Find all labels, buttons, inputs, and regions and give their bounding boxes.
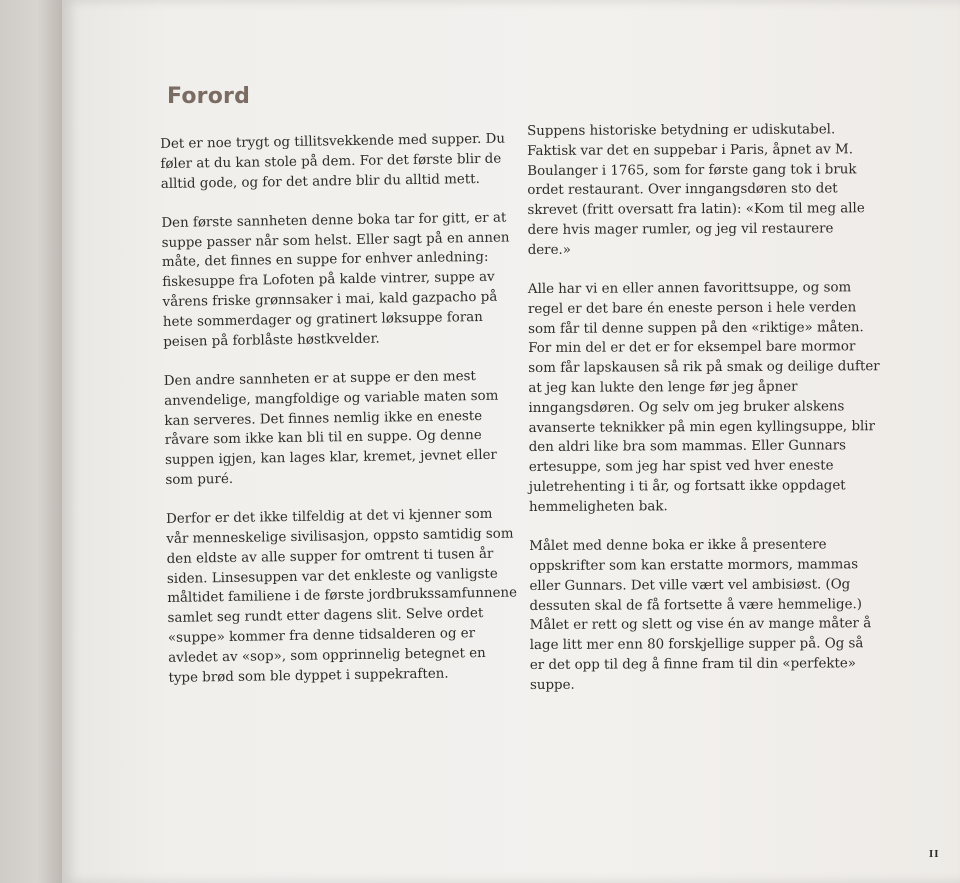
text-line: vår menneskelige sivilisasjon, oppsto samtidig som — [166, 526, 514, 547]
text-line: måltidet familiene i de første jordbrukssamfunnene — [167, 585, 518, 607]
text-line: er det opp til deg å finne fram til din «perfekte» — [529, 656, 857, 673]
text-line: For min del er det er for eksempel bare mormor — [528, 339, 856, 357]
text-line: skrevet (fritt oversatt fra latin): «Kom til meg alle — [527, 201, 865, 219]
book-spine-edge — [0, 0, 62, 883]
text-line: samlet seg rundt etter dagens slit. Selve ordet — [167, 606, 484, 627]
text-line: dessuten skal de få fortsette å være hemmelige.) — [529, 596, 863, 614]
text-line: dere hvis mager rumler, og jeg vil restaurere — [527, 221, 834, 238]
text-line: suppe. — [529, 677, 575, 693]
text-line: juletrehenting i ti år, og fortsatt ikke oppdaget — [528, 478, 846, 496]
text-line: Suppens historiske betydning er udiskutabel. — [527, 122, 836, 139]
text-line: «suppe» kommer fra denne tidsalderen og er — [167, 626, 476, 646]
text-line: råvare som ikke kan bli til en suppe. Og denne — [164, 428, 482, 449]
text-line: inngangsdøren. Og selv om jeg bruker alskens — [528, 399, 845, 416]
text-line: vårens friske grønnsaker i mai, kald gazpacho på — [162, 289, 498, 311]
paragraph — [160, 130, 511, 195]
text-line: Målet med denne boka er ikke å presentere — [529, 537, 827, 555]
text-line: Den første sannheten denne boka tar for gitt, er at — [161, 210, 507, 231]
paragraph — [161, 208, 513, 352]
paragraph — [166, 505, 519, 689]
text-line: den aldri like bra som mammas. Eller Gunnars — [528, 438, 847, 456]
text-line: suppen igjen, kan lages klar, kremet, jevnet eller — [164, 447, 498, 469]
text-line: eller Gunnars. Det ville vært vel ambisiøst. (Og — [529, 577, 851, 594]
paragraph — [527, 120, 879, 260]
page-title: Forord — [167, 84, 251, 109]
text-line: Det er noe trygt og tillitsvekkende med supper. Du — [160, 131, 506, 152]
text-line: Derfor er det ikke tilfeldig at det vi kjenner som — [165, 507, 493, 528]
text-line: ertesuppe, som jeg har spist ved hver eneste — [528, 458, 834, 476]
text-line: peisen på forblåste høstkvelder. — [163, 331, 380, 350]
text-line: den eldste av alle supper for omtrent ti tusen år — [166, 546, 494, 567]
text-line: føler at du kan stole på dem. For det første blir de — [160, 151, 502, 172]
text-line: ordet restaurant. Over inngangsdøren sto det — [527, 181, 838, 199]
text-line: som får til denne suppen på den «riktige» måten. — [528, 319, 864, 337]
paragraph — [528, 278, 881, 517]
text-line: som får lapskausen så rik på smak og deilige dufter — [528, 359, 880, 377]
paragraph — [529, 535, 881, 695]
text-line: dere.» — [527, 242, 571, 258]
text-column-right — [527, 120, 881, 715]
text-line: type brød som ble dyppet i suppekraften. — [168, 666, 449, 686]
text-line: Den andre sannheten er at suppe er den mest — [163, 369, 476, 389]
text-line: kan serveres. Det finnes nemlig ikke en eneste — [164, 408, 483, 429]
text-column-left — [160, 130, 519, 708]
text-line: som puré. — [165, 471, 234, 488]
text-line: regel er det bare én eneste person i hele verden — [527, 300, 857, 317]
text-line: at jeg kan lukte den lenge før jeg åpner — [528, 379, 798, 397]
text-line: lage litt mer enn 80 forskjellige supper på. Og så — [529, 636, 864, 654]
text-line: Alle har vi en eller annen favorittsuppe, og som — [527, 280, 852, 298]
text-line: hete sommerdager og gratinert løksuppe foran — [162, 309, 483, 330]
text-line: siden. Linsesuppen var det enkleste og vanligste — [166, 566, 498, 587]
text-line: fiskesuppe fra Lofoten på kalde vintrer, suppe av — [162, 270, 495, 291]
paragraph — [164, 366, 516, 490]
text-line: Boulanger i 1765, som for første gang tok i bruk — [527, 161, 857, 179]
text-line: hemmeligheten bak. — [528, 499, 668, 515]
text-line: avledet av «sop», som opprinnelig betegnet en — [168, 645, 486, 666]
text-line: Målet er rett og slett og vise én av mange måter å — [529, 616, 872, 634]
text-line: avanserte teknikker på min egen kyllingsuppe, blir — [528, 418, 876, 436]
text-line: Faktisk var det en suppebar i Paris, åpnet av M. — [527, 142, 854, 159]
text-line: alltid gode, og for det andre blir du alltid mett. — [160, 171, 480, 192]
text-line: oppskrifter som kan erstatte mormors, mammas — [529, 557, 859, 574]
text-line: anvendelige, mangfoldige og variable maten som — [164, 388, 499, 409]
text-line: måte, det finnes en suppe for enhver anledning: — [161, 250, 489, 271]
text-line: suppe passer når som helst. Eller sagt på en annen — [161, 230, 510, 251]
page-number: II — [929, 850, 940, 860]
